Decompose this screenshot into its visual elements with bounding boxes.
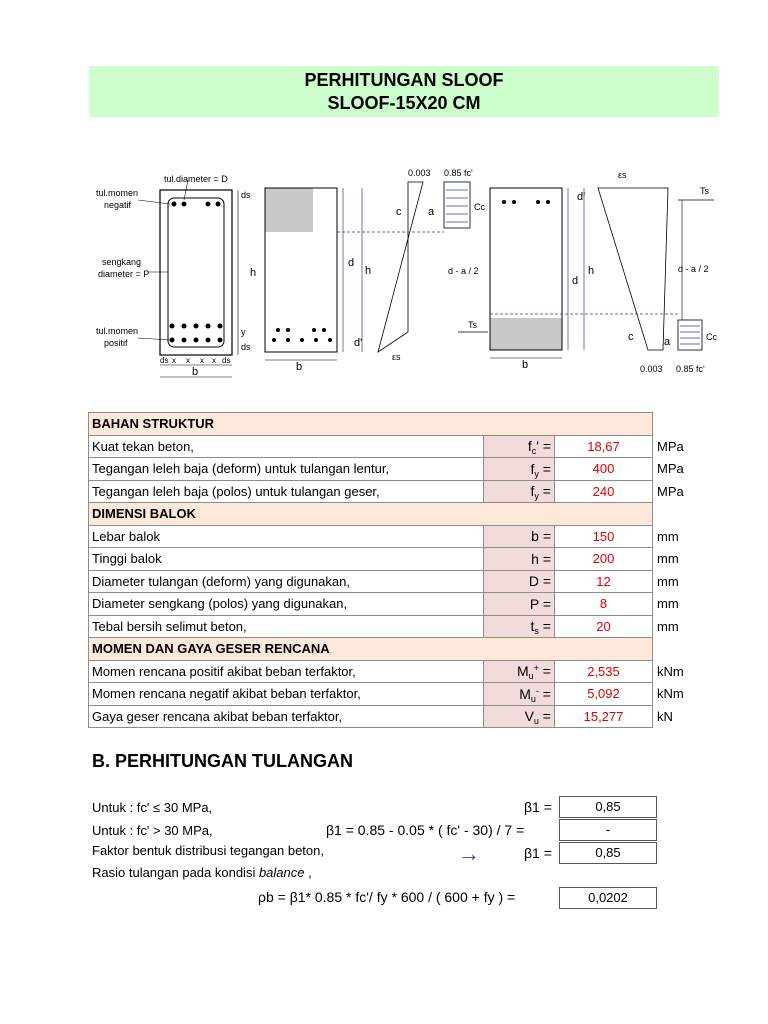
label-eps-c-2: 0.003	[640, 364, 663, 374]
label-c-1: c	[396, 206, 402, 218]
label-h-3: h	[588, 265, 595, 277]
beta1-value-box: 0,85	[559, 796, 657, 818]
value-cell[interactable]: 240	[555, 480, 653, 503]
value-cell[interactable]: 15,277	[555, 705, 653, 728]
section-negative-moment	[265, 168, 488, 373]
label-sengkang-2: diameter = P	[98, 269, 150, 279]
table-row: Diameter tulangan (deform) yang digunakan, D = 12 mm	[89, 570, 711, 593]
label-ds-right: ds	[222, 356, 231, 365]
label-a-1: a	[428, 206, 435, 218]
label-y: y	[241, 327, 246, 337]
table-row: Lebar balok b = 150 mm	[89, 525, 711, 548]
beta1-label: β1 =	[524, 799, 552, 815]
label-stress-2: 0.85 fc'	[676, 364, 705, 374]
label-ts-2: Ts	[700, 186, 709, 196]
section-header-dimensi: DIMENSI BALOK	[89, 503, 653, 526]
title-banner	[89, 66, 719, 117]
beam-section-diagram	[88, 160, 720, 386]
label-h-2: h	[365, 265, 372, 277]
label-ts-1: Ts	[468, 320, 477, 330]
untuk-1-text: Untuk : fc' ≤ 30 MPa,	[92, 800, 213, 815]
value-cell[interactable]: 8	[555, 593, 653, 616]
rho-value-box: 0,0202	[559, 887, 657, 909]
section-header-row	[89, 503, 711, 526]
label-d-minus-a2-2: d - a / 2	[678, 264, 709, 274]
label-a-2: a	[664, 336, 671, 348]
table-row: Diameter sengkang (polos) yang digunakan, P = 8 mm	[89, 593, 711, 616]
label-ds-left: ds	[160, 356, 169, 365]
table-row: Tegangan leleh baja (polos) untuk tulangan geser, $f_y$ = 240 MPa	[89, 480, 711, 503]
table-row: Tebal bersih selimut beton, $t_s$ = 20 mm	[89, 615, 711, 638]
section-positive-moment	[490, 170, 717, 374]
page-subtitle: SLOOF-15X20 CM	[327, 93, 481, 113]
section-b-title: B. PERHITUNGAN TULANGAN	[92, 751, 353, 771]
label-x-2: x	[186, 356, 190, 365]
value-cell[interactable]: 200	[555, 548, 653, 571]
label-eps-s-1: εs	[392, 352, 401, 362]
label-h-1: h	[250, 267, 257, 279]
label-b-1: b	[192, 366, 199, 378]
label-ds-top: ds	[241, 190, 251, 200]
value-cell[interactable]: 18,67	[555, 435, 653, 458]
label-c-2: c	[628, 331, 634, 343]
label-eps-c: 0.003	[408, 168, 431, 178]
section-header-momen: MOMEN DAN GAYA GESER RENCANA	[89, 638, 653, 661]
rho-formula: ρb = β1* 0.85 * fc'/ fy * 600 / ( 600 + fy ) =	[258, 889, 516, 905]
value-cell[interactable]: 2,535	[555, 660, 653, 683]
label-x-3: x	[200, 356, 204, 365]
table-row: Momen rencana positif akibat beban terfaktor, $M_u^+$ = 2,535 kNm	[89, 660, 711, 683]
label-eps-s-2: εs	[618, 170, 627, 180]
label-d-2: d	[572, 275, 579, 287]
label-tul-momen-negatif-1: tul.momen	[96, 188, 139, 198]
label-sengkang-1: sengkang	[102, 257, 142, 267]
value-cell[interactable]: 150	[555, 525, 653, 548]
beta3-label: β1 =	[524, 845, 552, 861]
table-row: Kuat tekan beton, $f_c'$ = 18,67 MPa	[89, 435, 711, 458]
cross-section-detail	[96, 174, 256, 378]
label-cc-2: Cc	[706, 332, 717, 342]
section-header-row	[89, 638, 711, 661]
table-row: Momen rencana negatif akibat beban terfaktor, $M_u^-$ = 5,092 kNm	[89, 683, 711, 706]
label-d-1: d	[348, 257, 355, 269]
label-d-minus-a2-1: d - a / 2	[448, 266, 479, 276]
label-tul-momen-positif-2: positif	[104, 338, 128, 348]
beta2-value-box: -	[559, 819, 657, 841]
arrow-right-icon: →	[458, 841, 480, 866]
value-cell[interactable]: 400	[555, 458, 653, 481]
label-x-1: x	[172, 356, 176, 365]
label-tul-diameter: tul.diameter = D	[164, 174, 228, 184]
untuk-2-text: Untuk : fc' > 30 MPa,	[92, 823, 213, 838]
section-header-bahan: BAHAN STRUKTUR	[89, 413, 653, 436]
beta-formula: β1 = 0.85 - 0.05 * ( fc' - 30) / 7 =	[326, 822, 525, 838]
rasio-text: Rasio tulangan pada kondisi balance ,	[92, 865, 312, 880]
faktor-text: Faktor bentuk distribusi tegangan beton,	[92, 843, 324, 858]
label-tul-momen-positif-1: tul.momen	[96, 326, 139, 336]
label-b-2: b	[296, 361, 303, 373]
label-cc-1: Cc	[474, 202, 485, 212]
label-x-4: x	[212, 356, 216, 365]
label-d-prime-2: d'	[577, 191, 586, 203]
input-table	[88, 412, 711, 728]
label-stress: 0.85 fc'	[444, 168, 473, 178]
label-b-3: b	[522, 359, 529, 371]
label-ds-bottom: ds	[241, 342, 251, 352]
label-tul-momen-negatif-2: negatif	[104, 200, 132, 210]
value-cell[interactable]: 5,092	[555, 683, 653, 706]
value-cell[interactable]: 20	[555, 615, 653, 638]
label-d-prime-1: d'	[354, 337, 363, 349]
table-row: Tegangan leleh baja (deform) untuk tulangan lentur, $f_y$ = 400 MPa	[89, 458, 711, 481]
page-title: PERHITUNGAN SLOOF	[304, 70, 504, 90]
beta3-value-box: 0,85	[559, 842, 657, 864]
section-header-row	[89, 413, 711, 436]
table-row: Tinggi balok h = 200 mm	[89, 548, 711, 571]
value-cell[interactable]: 12	[555, 570, 653, 593]
table-row: Gaya geser rencana akibat beban terfaktor, $V_u$ = 15,277 kN	[89, 705, 711, 728]
